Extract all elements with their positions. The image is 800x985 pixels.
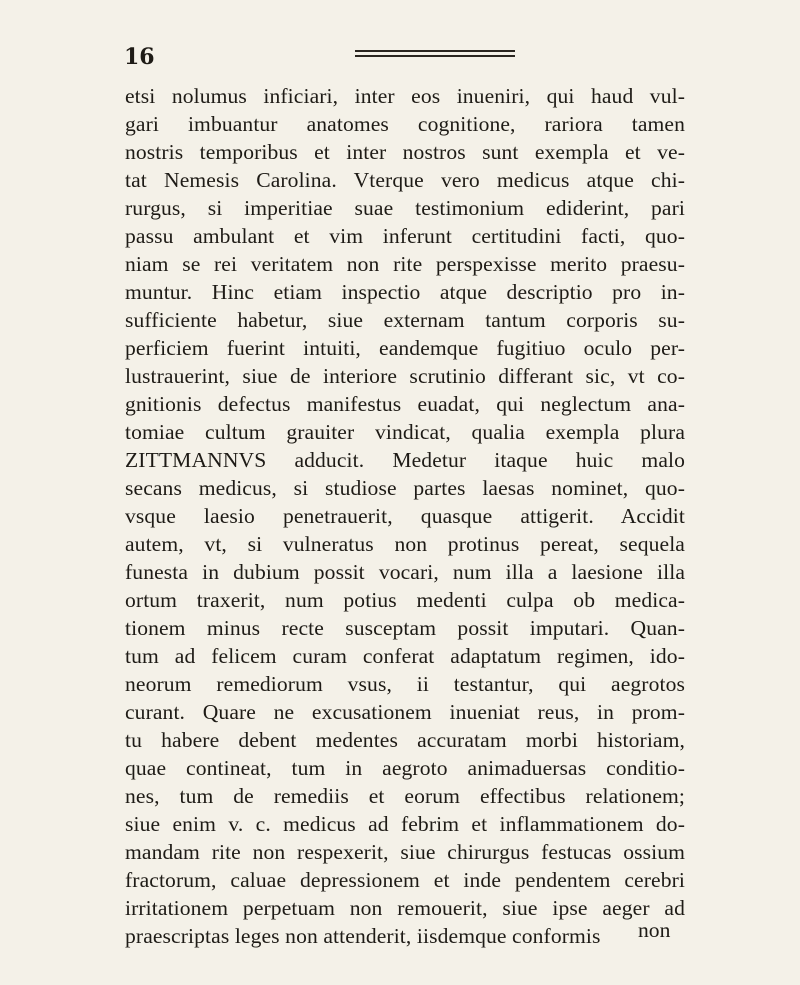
text-line: tum ad felicem curam conferat adaptatum regimen, ido- — [125, 644, 685, 668]
text-line: rurgus, si imperitiae suae testimonium ediderint, pari — [125, 196, 685, 220]
text-line: nostris temporibus et inter nostros sunt exempla et ve- — [125, 140, 685, 164]
text-line: tionem minus recte susceptam possit imputari. Quan- — [125, 616, 685, 640]
text-line: muntur. Hinc etiam inspectio atque descriptio pro in- — [125, 280, 685, 304]
text-line: ortum traxerit, num potius medenti culpa ob medica- — [125, 588, 685, 612]
text-line: lustrauerint, siue de interiore scrutinio differant sic, vt co- — [125, 364, 685, 388]
text-line: gari imbuantur anatomes cognitione, rariora tamen — [125, 112, 685, 136]
catchword: non — [638, 918, 671, 942]
text-line: sufficiente habetur, siue externam tantum corporis su- — [125, 308, 685, 332]
text-line: niam se rei veritatem non rite perspexisse merito praesu- — [125, 252, 685, 276]
text-line: etsi nolumus inficiari, inter eos inueniri, qui haud vul- — [125, 84, 685, 108]
text-line: quae contineat, tum in aegroto animaduersas conditio- — [125, 756, 685, 780]
text-line: nes, tum de remediis et eorum effectibus relationem; — [125, 784, 685, 808]
text-line: siue enim v. c. medicus ad febrim et inflammationem do- — [125, 812, 685, 836]
text-line: passu ambulant et vim inferunt certitudini facti, quo- — [125, 224, 685, 248]
text-line: praescriptas leges non attenderit, iisdemque conformis — [125, 924, 601, 948]
text-line: tat Nemesis Carolina. Vterque vero medicus atque chi- — [125, 168, 685, 192]
text-line: secans medicus, si studiose partes laesas nominet, quo- — [125, 476, 685, 500]
text-line: tu habere debent medentes accuratam morbi historiam, — [125, 728, 685, 752]
text-line: mandam rite non respexerit, siue chirurgus festucas ossium — [125, 840, 685, 864]
page-number: 16 — [124, 44, 155, 70]
body-text — [125, 82, 685, 950]
text-line: vsque laesio penetrauerit, quasque attigerit. Accidit — [125, 504, 685, 528]
text-line: ZITTMANNVS adducit. Medetur itaque huic malo — [125, 448, 685, 472]
header-rule — [355, 50, 515, 57]
text-line: autem, vt, si vulneratus non protinus pereat, sequela — [125, 532, 685, 556]
text-line: curant. Quare ne excusationem inueniat reus, in prom- — [125, 700, 685, 724]
text-line: funesta in dubium possit vocari, num illa a laesione illa — [125, 560, 685, 584]
text-line: perficiem fuerint intuiti, eandemque fugitiuo oculo per- — [125, 336, 685, 360]
text-line: irritationem perpetuam non remouerit, siue ipse aeger ad — [125, 896, 685, 920]
text-line: fractorum, caluae depressionem et inde pendentem cerebri — [125, 868, 685, 892]
text-line: tomiae cultum grauiter vindicat, qualia exempla plura — [125, 420, 685, 444]
text-line: neorum remediorum vsus, ii testantur, qui aegrotos — [125, 672, 685, 696]
text-line: gnitionis defectus manifestus euadat, qui neglectum ana- — [125, 392, 685, 416]
